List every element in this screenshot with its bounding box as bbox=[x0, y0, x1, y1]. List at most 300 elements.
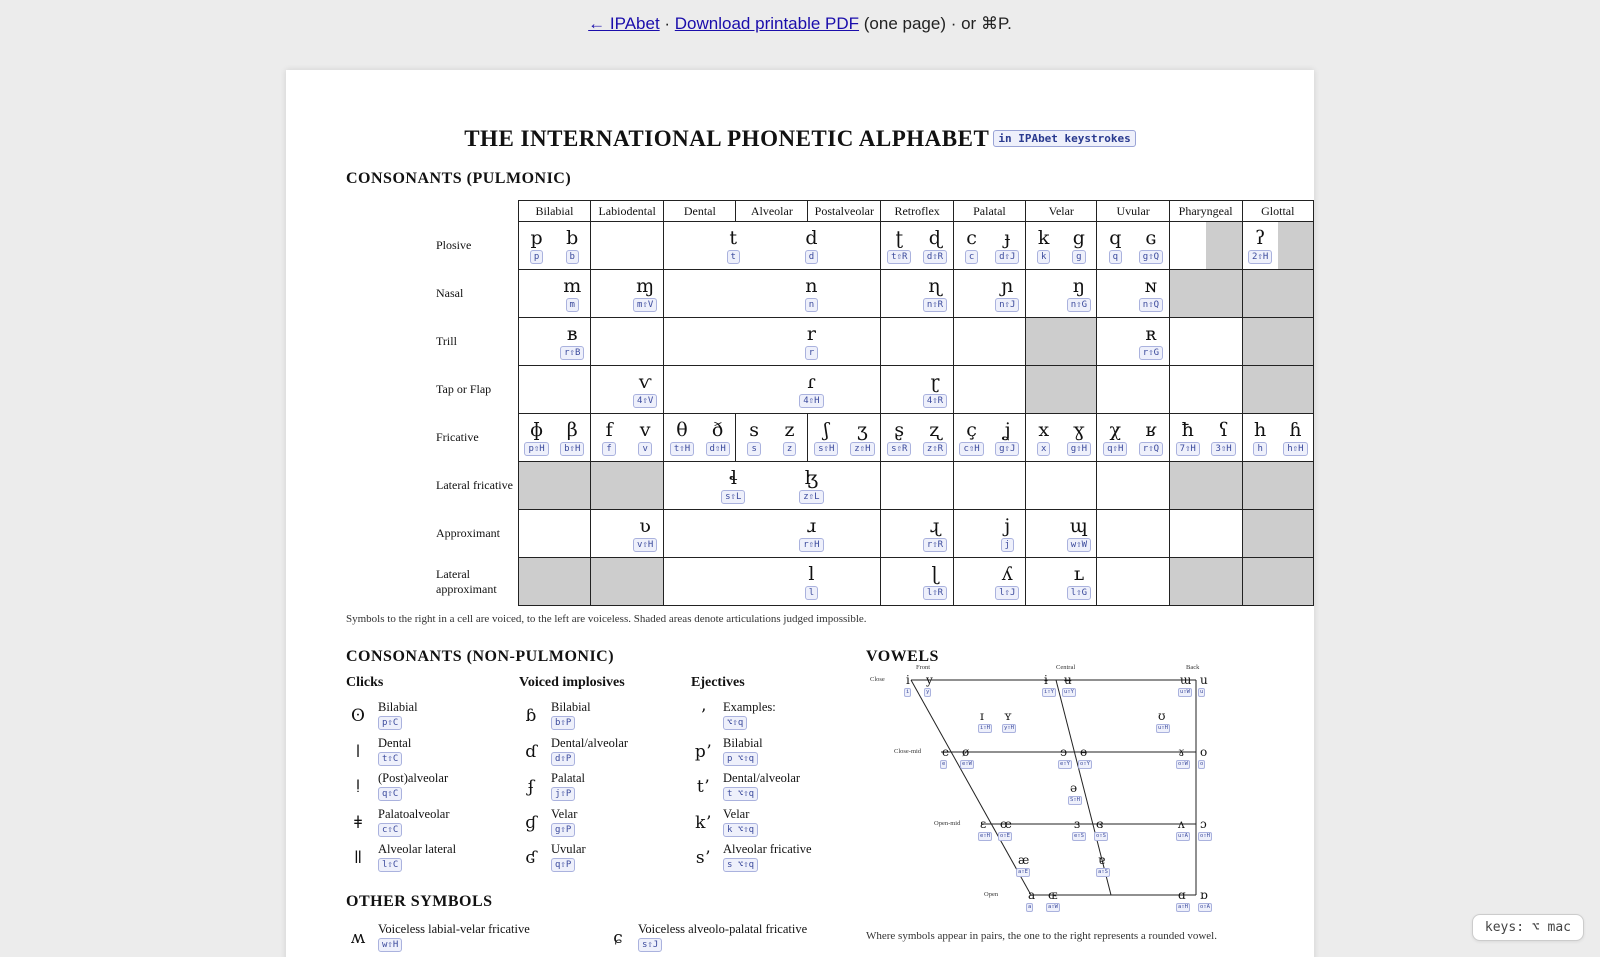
keystroke: 2⇧H bbox=[1248, 250, 1272, 264]
ipa-symbol[interactable]: ʄ bbox=[527, 777, 535, 797]
vowel-symbol[interactable]: ə bbox=[1070, 781, 1078, 795]
ipa-symbol[interactable]: ʎ bbox=[1001, 563, 1013, 585]
cell-inner bbox=[664, 414, 735, 461]
ipa-symbol[interactable]: g bbox=[1072, 227, 1085, 249]
nonpulmonic-item[interactable] bbox=[346, 807, 506, 841]
ipa-symbol[interactable]: ɰ bbox=[1069, 515, 1088, 537]
cell-left bbox=[694, 558, 772, 605]
cell-inner bbox=[1097, 222, 1168, 269]
cell-inner bbox=[1097, 510, 1168, 557]
ipa-symbol[interactable]: ʛ bbox=[525, 848, 537, 868]
keystroke: r⇧G bbox=[1139, 346, 1163, 360]
cell-left bbox=[881, 222, 917, 269]
cell-left bbox=[1097, 318, 1133, 365]
table-cell bbox=[664, 510, 881, 558]
vowel-symbol[interactable]: e bbox=[942, 745, 950, 759]
ipa-symbol[interactable]: ɴ bbox=[1144, 275, 1158, 297]
table-cell bbox=[1242, 414, 1313, 462]
vowel-symbol[interactable]: ʉ bbox=[1064, 673, 1072, 687]
ipa-symbol[interactable]: ʙ bbox=[566, 323, 578, 345]
table-cell bbox=[1097, 270, 1169, 318]
cell-right bbox=[554, 366, 590, 413]
cell-inner bbox=[519, 510, 590, 557]
cell-left bbox=[694, 510, 772, 557]
pdf-link[interactable]: Download printable PDF bbox=[674, 14, 860, 33]
ipa-symbol[interactable]: ʕ bbox=[1218, 419, 1229, 441]
table-cell bbox=[953, 222, 1025, 270]
table-row bbox=[434, 270, 1314, 318]
cell-inner bbox=[881, 510, 952, 557]
vowel-symbol[interactable]: ʌ bbox=[1178, 817, 1185, 831]
cell-left bbox=[591, 318, 627, 365]
group-title: Voiced implosives bbox=[519, 675, 625, 690]
keystroke: s⇧L bbox=[721, 490, 745, 504]
cell-left bbox=[694, 222, 772, 269]
ipa-symbol[interactable]: t bbox=[729, 227, 738, 249]
title-badge: in IPAbet keystrokes bbox=[993, 130, 1135, 147]
ipa-symbol[interactable]: ɮ bbox=[804, 467, 819, 489]
keystroke: p bbox=[530, 250, 543, 264]
cell-inner bbox=[1097, 366, 1168, 413]
cell-inner bbox=[881, 462, 952, 509]
cell-inner bbox=[1097, 414, 1168, 461]
ipa-symbol[interactable]: ʘ bbox=[351, 706, 365, 726]
vowel-symbol[interactable]: ɑ bbox=[1178, 888, 1186, 902]
keystroke: m⇧V bbox=[633, 298, 657, 312]
nonpulmonic-item[interactable] bbox=[691, 771, 851, 805]
vowel-symbol[interactable]: ɞ bbox=[1096, 817, 1104, 831]
table-cell bbox=[1026, 510, 1097, 558]
ipa-symbol[interactable]: d bbox=[805, 227, 818, 249]
cell-right bbox=[1133, 318, 1169, 365]
keystroke: d⇧H bbox=[706, 442, 730, 456]
cell-left bbox=[881, 318, 917, 365]
item-label: Uvular bbox=[551, 842, 586, 856]
cell-left bbox=[591, 270, 627, 317]
ipa-symbol[interactable]: ŋ bbox=[1072, 275, 1085, 297]
table-cell bbox=[1026, 270, 1097, 318]
cell-right bbox=[1061, 462, 1096, 509]
vowel-symbol[interactable]: ʊ bbox=[1158, 709, 1166, 723]
cell-right bbox=[1278, 414, 1313, 461]
nonpulmonic-item[interactable] bbox=[519, 807, 679, 841]
ipa-symbol[interactable]: ɬ bbox=[728, 467, 738, 489]
ipa-symbol[interactable]: θ bbox=[676, 419, 688, 441]
table-cell bbox=[664, 414, 736, 462]
cell-right bbox=[917, 558, 953, 605]
item-label: Bilabial bbox=[378, 700, 418, 714]
table-cell bbox=[591, 366, 664, 414]
keystroke: q⇧H bbox=[1103, 442, 1127, 456]
keystroke: n⇧R bbox=[923, 298, 947, 312]
table-cell bbox=[953, 462, 1025, 510]
cell-left bbox=[954, 366, 990, 413]
cell-left bbox=[1097, 510, 1133, 557]
ipa-symbol[interactable]: ɗ bbox=[525, 741, 537, 762]
ipa-symbol[interactable]: ʍ bbox=[350, 928, 366, 948]
cell-inner bbox=[1026, 510, 1096, 557]
table-cell bbox=[1026, 414, 1097, 462]
item-label: Velar bbox=[723, 806, 750, 821]
table-cell bbox=[881, 510, 953, 558]
table-row bbox=[434, 462, 1314, 510]
nonpulmonic-item[interactable] bbox=[519, 842, 679, 876]
cell-inner bbox=[736, 414, 807, 461]
ipa-symbol[interactable]: ɠ bbox=[525, 812, 537, 833]
vowel-symbol[interactable]: œ bbox=[1000, 817, 1012, 831]
keystroke: d⇧J bbox=[995, 250, 1019, 264]
ipa-symbol[interactable]: pʼ bbox=[694, 741, 712, 762]
keystroke: k ⌥⇧q bbox=[723, 823, 758, 837]
vowel-symbol[interactable]: ɒ bbox=[1200, 888, 1208, 902]
nonpulmonic-item[interactable] bbox=[519, 771, 679, 805]
cell-inner bbox=[1097, 270, 1168, 317]
ipa-symbol[interactable]: ɭ bbox=[931, 563, 939, 585]
vowel-symbol[interactable]: u bbox=[1200, 673, 1208, 687]
cell-inner bbox=[591, 318, 663, 365]
keystroke: h⇧H bbox=[1283, 442, 1307, 456]
pulmonic-note: Symbols to the right in a cell are voiced, to the left are voiceless. Shaded areas denote articulations judged impossible. bbox=[346, 613, 867, 625]
cell-right bbox=[917, 270, 953, 317]
ipa-symbol[interactable]: tʼ bbox=[696, 777, 710, 797]
keystroke: s ⌥⇧q bbox=[723, 858, 758, 872]
ipa-symbol[interactable]: k bbox=[1037, 227, 1050, 249]
cell-left bbox=[519, 366, 555, 413]
table-cell bbox=[1242, 510, 1313, 558]
nonpulmonic-item[interactable] bbox=[691, 842, 851, 876]
cell-right bbox=[772, 462, 850, 509]
vowel-symbol[interactable]: ɔ bbox=[1200, 817, 1207, 831]
ipa-symbol[interactable]: r bbox=[806, 323, 816, 345]
ipa-symbol[interactable]: ʐ bbox=[929, 419, 941, 441]
table-cell bbox=[1097, 558, 1169, 606]
item-label: Voiceless labial-velar fricative bbox=[378, 922, 530, 936]
keystroke: 7⇧H bbox=[1176, 442, 1200, 456]
vowel-keystroke: e⇧Y bbox=[1060, 761, 1070, 767]
keystroke: j bbox=[1001, 538, 1014, 552]
pulmonic-heading: CONSONANTS (PULMONIC) bbox=[346, 170, 572, 187]
ipa-symbol[interactable]: ɸ bbox=[530, 419, 544, 441]
ipa-symbol[interactable]: b bbox=[566, 227, 579, 249]
vowel-keystroke: a⇧H bbox=[1178, 904, 1188, 910]
vowel-symbol[interactable]: ɶ bbox=[1048, 888, 1058, 902]
cell-right bbox=[1206, 414, 1242, 461]
cell-inner bbox=[954, 270, 1025, 317]
nonpulmonic-item[interactable] bbox=[519, 736, 679, 770]
table-cell bbox=[591, 270, 664, 318]
ipa-symbol[interactable]: ʈ bbox=[895, 227, 904, 249]
table-cell bbox=[953, 414, 1025, 462]
cell-right bbox=[772, 414, 807, 461]
ipa-symbol[interactable]: j bbox=[1004, 515, 1011, 537]
table-cell bbox=[1169, 366, 1242, 414]
table-cell bbox=[591, 510, 664, 558]
keystroke: m bbox=[566, 298, 579, 312]
cell-right bbox=[700, 414, 736, 461]
ipa-symbol[interactable]: ɢ bbox=[1145, 227, 1157, 249]
keystroke: z⇧R bbox=[923, 442, 947, 456]
cell-right bbox=[989, 366, 1025, 413]
table-cell bbox=[881, 366, 953, 414]
cell-inner bbox=[519, 222, 590, 269]
ipa-symbol[interactable]: ʀ bbox=[1145, 323, 1157, 345]
table-cell bbox=[1097, 366, 1169, 414]
vowel-symbol[interactable]: i bbox=[906, 673, 910, 687]
vowel-symbol[interactable]: ɵ bbox=[1080, 745, 1088, 759]
cell-left bbox=[1243, 414, 1278, 461]
ipa-symbol[interactable]: ð bbox=[711, 419, 724, 441]
vowel-symbol[interactable]: a bbox=[1028, 888, 1036, 902]
ipa-symbol[interactable]: z bbox=[784, 419, 795, 441]
cell-inner bbox=[954, 222, 1025, 269]
cell-right bbox=[1061, 558, 1096, 605]
ipa-symbol[interactable]: ɻ bbox=[929, 515, 941, 537]
ipa-symbol[interactable]: ɲ bbox=[1001, 275, 1014, 297]
vowel-column-label: Front bbox=[916, 664, 931, 671]
table-cell bbox=[664, 558, 881, 606]
cell-right bbox=[989, 558, 1025, 605]
row-header: Lateral approximant bbox=[436, 566, 497, 596]
table-cell bbox=[1169, 318, 1242, 366]
nonpulmonic-item[interactable] bbox=[519, 700, 679, 734]
cell-left bbox=[954, 558, 990, 605]
cell-right bbox=[1206, 318, 1242, 365]
vowel-symbol[interactable]: ɜ bbox=[1074, 817, 1081, 831]
keystroke: r⇧B bbox=[560, 346, 584, 360]
ipa-symbol[interactable]: n bbox=[805, 275, 818, 297]
ipa-symbol[interactable]: ɾ bbox=[807, 371, 816, 393]
vowel-keystroke: o⇧W bbox=[1178, 761, 1188, 767]
ipa-symbol[interactable]: p bbox=[530, 227, 543, 249]
cell-left bbox=[1026, 222, 1061, 269]
vowel-symbol[interactable]: ɛ bbox=[980, 817, 987, 831]
ipa-symbol[interactable]: ʒ bbox=[857, 419, 868, 441]
vowels-note: Where symbols appear in pairs, the one to the right represents a rounded vowel. bbox=[866, 930, 1217, 942]
top-nav bbox=[0, 14, 1600, 34]
cell-inner bbox=[808, 414, 880, 461]
cell-inner bbox=[1026, 270, 1096, 317]
cell-left bbox=[1097, 222, 1133, 269]
ipa-symbol[interactable]: ɹ bbox=[806, 515, 817, 537]
cell-left bbox=[664, 414, 700, 461]
ipa-symbol[interactable]: m bbox=[563, 275, 582, 297]
ipa-symbol[interactable]: ʔ bbox=[1255, 227, 1266, 249]
keystroke: t⇧C bbox=[378, 752, 402, 766]
other-item[interactable] bbox=[606, 922, 846, 956]
vowel-chart bbox=[866, 660, 1266, 920]
cell-left bbox=[519, 222, 555, 269]
ipa-symbol[interactable]: ǁ bbox=[353, 848, 363, 868]
vowel-keystroke: o⇧A bbox=[1200, 904, 1210, 910]
ipa-symbol[interactable]: sʼ bbox=[695, 848, 711, 868]
ipa-symbol[interactable]: ɳ bbox=[928, 275, 942, 297]
row-header: Trill bbox=[436, 334, 457, 348]
keystroke: s bbox=[747, 442, 760, 456]
item-label: Bilabial bbox=[723, 735, 763, 750]
vowel-symbol[interactable]: o bbox=[1200, 745, 1208, 759]
table-cell bbox=[518, 414, 590, 462]
cell-inner bbox=[519, 414, 590, 461]
nonpulmonic-item[interactable] bbox=[346, 700, 506, 734]
ipa-symbol[interactable]: ǀ bbox=[355, 741, 361, 762]
ipa-symbol[interactable]: ǂ bbox=[354, 812, 362, 833]
ipa-sheet bbox=[286, 70, 1314, 957]
table-cell bbox=[1169, 270, 1242, 318]
keystroke: x bbox=[1037, 442, 1050, 456]
ipa-symbol[interactable]: ɕ bbox=[613, 928, 623, 948]
ipa-symbol[interactable]: ʋ bbox=[639, 515, 651, 537]
nonpulmonic-item[interactable] bbox=[346, 842, 506, 876]
cell-inner bbox=[954, 558, 1025, 605]
keystroke: s⇧H bbox=[814, 442, 838, 456]
cell-inner bbox=[1026, 414, 1096, 461]
ipa-symbol[interactable]: q bbox=[1109, 227, 1122, 249]
table-cell bbox=[518, 270, 590, 318]
cell-right bbox=[989, 222, 1025, 269]
cell-inner bbox=[881, 270, 952, 317]
nonpulmonic-item[interactable] bbox=[691, 807, 851, 841]
ipa-symbol[interactable]: x bbox=[1038, 419, 1050, 441]
table-cell bbox=[591, 222, 664, 270]
nonpulmonic-item[interactable] bbox=[691, 700, 851, 734]
vowel-symbol[interactable]: ɯ bbox=[1180, 673, 1192, 687]
ipa-symbol[interactable]: ʝ bbox=[1003, 419, 1011, 441]
vowel-symbol[interactable]: ɐ bbox=[1098, 853, 1106, 867]
vowel-symbol[interactable]: æ bbox=[1018, 853, 1030, 867]
ipa-symbol[interactable]: χ bbox=[1109, 419, 1122, 441]
ipa-symbol[interactable]: h bbox=[1254, 419, 1267, 441]
ipa-symbol[interactable]: ɓ bbox=[525, 706, 537, 726]
keystroke: b⇧H bbox=[560, 442, 584, 456]
vowel-column-label: Back bbox=[1186, 664, 1200, 671]
item-label: Dental/alveolar bbox=[551, 735, 629, 750]
ipa-symbol[interactable]: ʂ bbox=[894, 419, 905, 441]
ipa-symbol[interactable]: s bbox=[749, 419, 760, 441]
table-cell bbox=[1026, 318, 1097, 366]
keystroke: z bbox=[783, 442, 796, 456]
table-cell bbox=[591, 318, 664, 366]
cell-right bbox=[917, 318, 953, 365]
ipa-symbol[interactable]: ɽ bbox=[930, 371, 940, 393]
cell-left bbox=[519, 510, 555, 557]
cell-inner bbox=[591, 366, 663, 413]
vowel-symbol[interactable]: ɪ bbox=[980, 709, 984, 723]
vowel-symbol[interactable]: ø bbox=[962, 745, 970, 759]
vowel-symbol[interactable]: ʏ bbox=[1004, 709, 1012, 723]
ipa-symbol[interactable]: ʁ bbox=[1145, 419, 1157, 441]
cell-right bbox=[772, 558, 850, 605]
ipa-symbol[interactable]: ħ bbox=[1181, 419, 1194, 441]
ipa-symbol[interactable]: v bbox=[639, 419, 651, 441]
nonpulmonic-item[interactable] bbox=[346, 736, 506, 770]
ipa-symbol[interactable]: f bbox=[605, 419, 613, 441]
cell-left bbox=[1170, 510, 1206, 557]
vowel-symbol[interactable]: ɘ bbox=[1060, 745, 1068, 759]
ipa-symbol[interactable]: c bbox=[966, 227, 977, 249]
keystroke: c⇧C bbox=[378, 823, 402, 837]
keystroke: p⇧C bbox=[378, 716, 402, 730]
cell-right bbox=[1133, 222, 1169, 269]
ipa-symbol[interactable]: ⱱ bbox=[638, 371, 652, 393]
cell-left bbox=[1243, 222, 1278, 269]
title-text: THE INTERNATIONAL PHONETIC ALPHABET bbox=[464, 126, 990, 151]
cell-inner bbox=[664, 318, 880, 365]
keystroke: 4⇧H bbox=[799, 394, 823, 408]
ipa-symbol[interactable]: ɖ bbox=[928, 227, 942, 249]
item-label: Voiceless alveolo-palatal fricative bbox=[638, 922, 808, 936]
table-cell bbox=[881, 462, 953, 510]
cell-left bbox=[519, 318, 555, 365]
nonpulmonic-item[interactable] bbox=[691, 736, 851, 770]
keystroke: n bbox=[805, 298, 818, 312]
vowel-keystroke: o⇧H bbox=[1200, 833, 1210, 839]
cell-inner bbox=[881, 414, 952, 461]
keystroke: z⇧L bbox=[799, 490, 823, 504]
column-header: Labiodental bbox=[591, 201, 664, 222]
cell-right bbox=[772, 366, 850, 413]
other-item[interactable] bbox=[346, 922, 586, 956]
cell-left bbox=[591, 414, 627, 461]
cell-right bbox=[1133, 510, 1169, 557]
item-label: Dental bbox=[378, 735, 412, 750]
table-cell bbox=[1169, 222, 1242, 270]
cell-right bbox=[554, 414, 590, 461]
keystroke: v bbox=[638, 442, 651, 456]
cell-left bbox=[954, 510, 990, 557]
table-cell bbox=[1169, 462, 1242, 510]
vowel-trapezoid bbox=[866, 660, 1266, 920]
cell-right bbox=[1133, 414, 1169, 461]
cell-inner bbox=[881, 222, 952, 269]
table-row bbox=[434, 366, 1314, 414]
cell-left bbox=[881, 510, 917, 557]
cell-right bbox=[627, 414, 663, 461]
ipa-symbol[interactable]: l bbox=[808, 563, 815, 585]
ipa-symbol[interactable]: ɣ bbox=[1073, 419, 1085, 441]
ipa-symbol[interactable]: kʼ bbox=[695, 812, 711, 833]
cell-right bbox=[1133, 270, 1169, 317]
item-label: Alveolar lateral bbox=[378, 842, 457, 856]
vowel-keystroke: e⇧H bbox=[980, 833, 990, 839]
cell-left bbox=[954, 414, 990, 461]
nonpulmonic-item[interactable] bbox=[346, 771, 506, 805]
back-link[interactable]: ← IPAbet bbox=[588, 14, 660, 33]
vowel-symbol[interactable]: ɤ bbox=[1178, 745, 1185, 759]
vowel-symbol[interactable]: ɨ bbox=[1044, 673, 1048, 687]
cell-left bbox=[1097, 414, 1133, 461]
ipa-symbol[interactable]: ɱ bbox=[636, 275, 655, 297]
table-cell bbox=[664, 462, 881, 510]
ipa-symbol[interactable]: ɟ bbox=[1004, 227, 1011, 249]
ipa-symbol[interactable]: ʃ bbox=[823, 419, 829, 441]
ipa-symbol[interactable]: ʟ bbox=[1073, 563, 1085, 585]
column-header: Velar bbox=[1026, 201, 1097, 222]
table-cell bbox=[1242, 222, 1313, 270]
vowel-row-label: Close bbox=[870, 676, 885, 683]
ipa-symbol[interactable]: ǃ bbox=[355, 777, 361, 797]
ipa-symbol[interactable]: β bbox=[566, 419, 578, 441]
keystroke: d bbox=[805, 250, 818, 264]
cell-right bbox=[1278, 222, 1313, 269]
ipa-symbol[interactable]: ʼ bbox=[700, 706, 706, 726]
ipa-symbol[interactable]: ɦ bbox=[1289, 419, 1302, 441]
keys-badge[interactable]: keys: ⌥ mac bbox=[1472, 914, 1584, 941]
cell-inner bbox=[954, 462, 1025, 509]
cell-inner bbox=[519, 270, 590, 317]
row-header: Fricative bbox=[436, 430, 479, 444]
ipa-symbol[interactable]: ç bbox=[966, 419, 977, 441]
vowel-symbol[interactable]: y bbox=[926, 673, 933, 687]
